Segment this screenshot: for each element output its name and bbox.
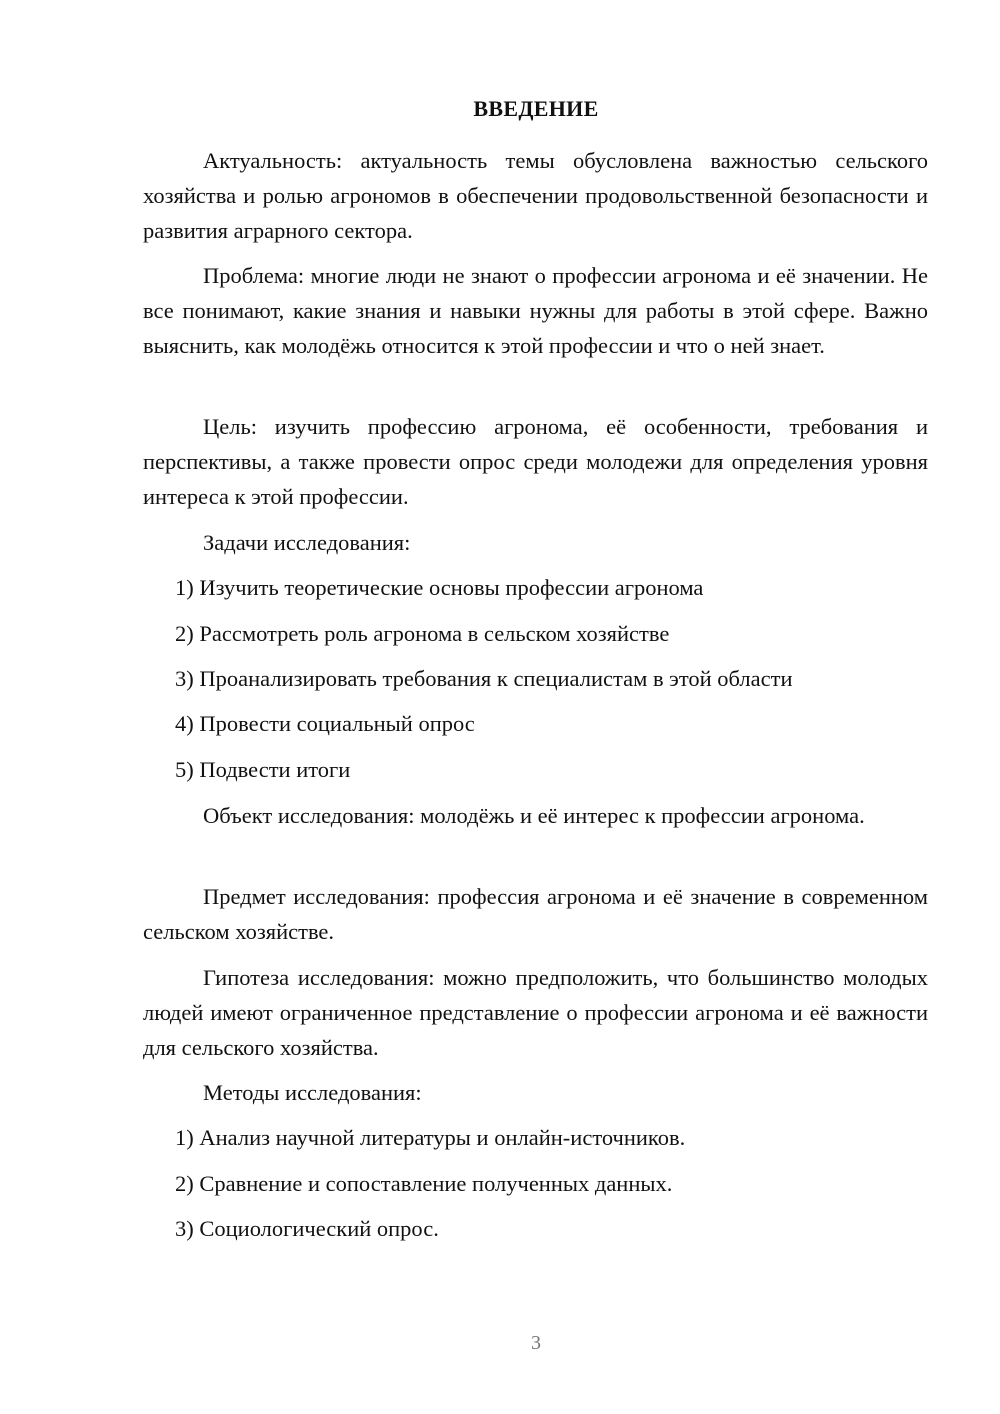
hypothesis-paragraph: Гипотеза исследования: можно предположить, что большинство молодых людей имеют ограниченное представление о профессии агронома и её важности для сельского хозяйства. [143, 965, 928, 1060]
problem-paragraph: Проблема: многие люди не знают о профессии агронома и её значении. Не все понимают, какие знания и навыки нужны для работы в этой сфере. Важно выяснить, как молодёжь относится к этой профессии и что о ней знает. [143, 263, 928, 358]
method-item-3: 3) Социологический опрос. [175, 1216, 439, 1241]
relevance-paragraph: Актуальность: актуальность темы обусловлена важностью сельского хозяйства и ролью агрономов в обеспечении продовольственной безопасности и развития аграрного сектора. [143, 148, 928, 243]
task-item-5: 5) Подвести итоги [175, 757, 351, 782]
subject-paragraph: Предмет исследования: профессия агронома и её значение в современном сельском хозяйстве. [143, 884, 928, 944]
task-item-2: 2) Рассмотреть роль агронома в сельском хозяйстве [175, 621, 670, 646]
goal-paragraph: Цель: изучить профессию агронома, её особенности, требования и перспективы, а также провести опрос среди молодежи для определения уровня интереса к этой профессии. [143, 414, 928, 509]
task-item-4: 4) Провести социальный опрос [175, 711, 475, 736]
object-paragraph: Объект исследования: молодёжь и её интерес к профессии агронома. [203, 803, 865, 828]
page-number: 3 [531, 1332, 541, 1354]
page-title: ВВЕДЕНИЕ [473, 96, 599, 121]
task-item-3: 3) Проанализировать требования к специалистам в этой области [175, 666, 793, 691]
method-item-1: 1) Анализ научной литературы и онлайн-источников. [175, 1125, 686, 1150]
task-item-1: 1) Изучить теоретические основы профессии агронома [175, 575, 704, 600]
methods-heading: Методы исследования: [203, 1080, 422, 1105]
method-item-2: 2) Сравнение и сопоставление полученных данных. [175, 1171, 673, 1196]
tasks-heading: Задачи исследования: [203, 530, 411, 555]
